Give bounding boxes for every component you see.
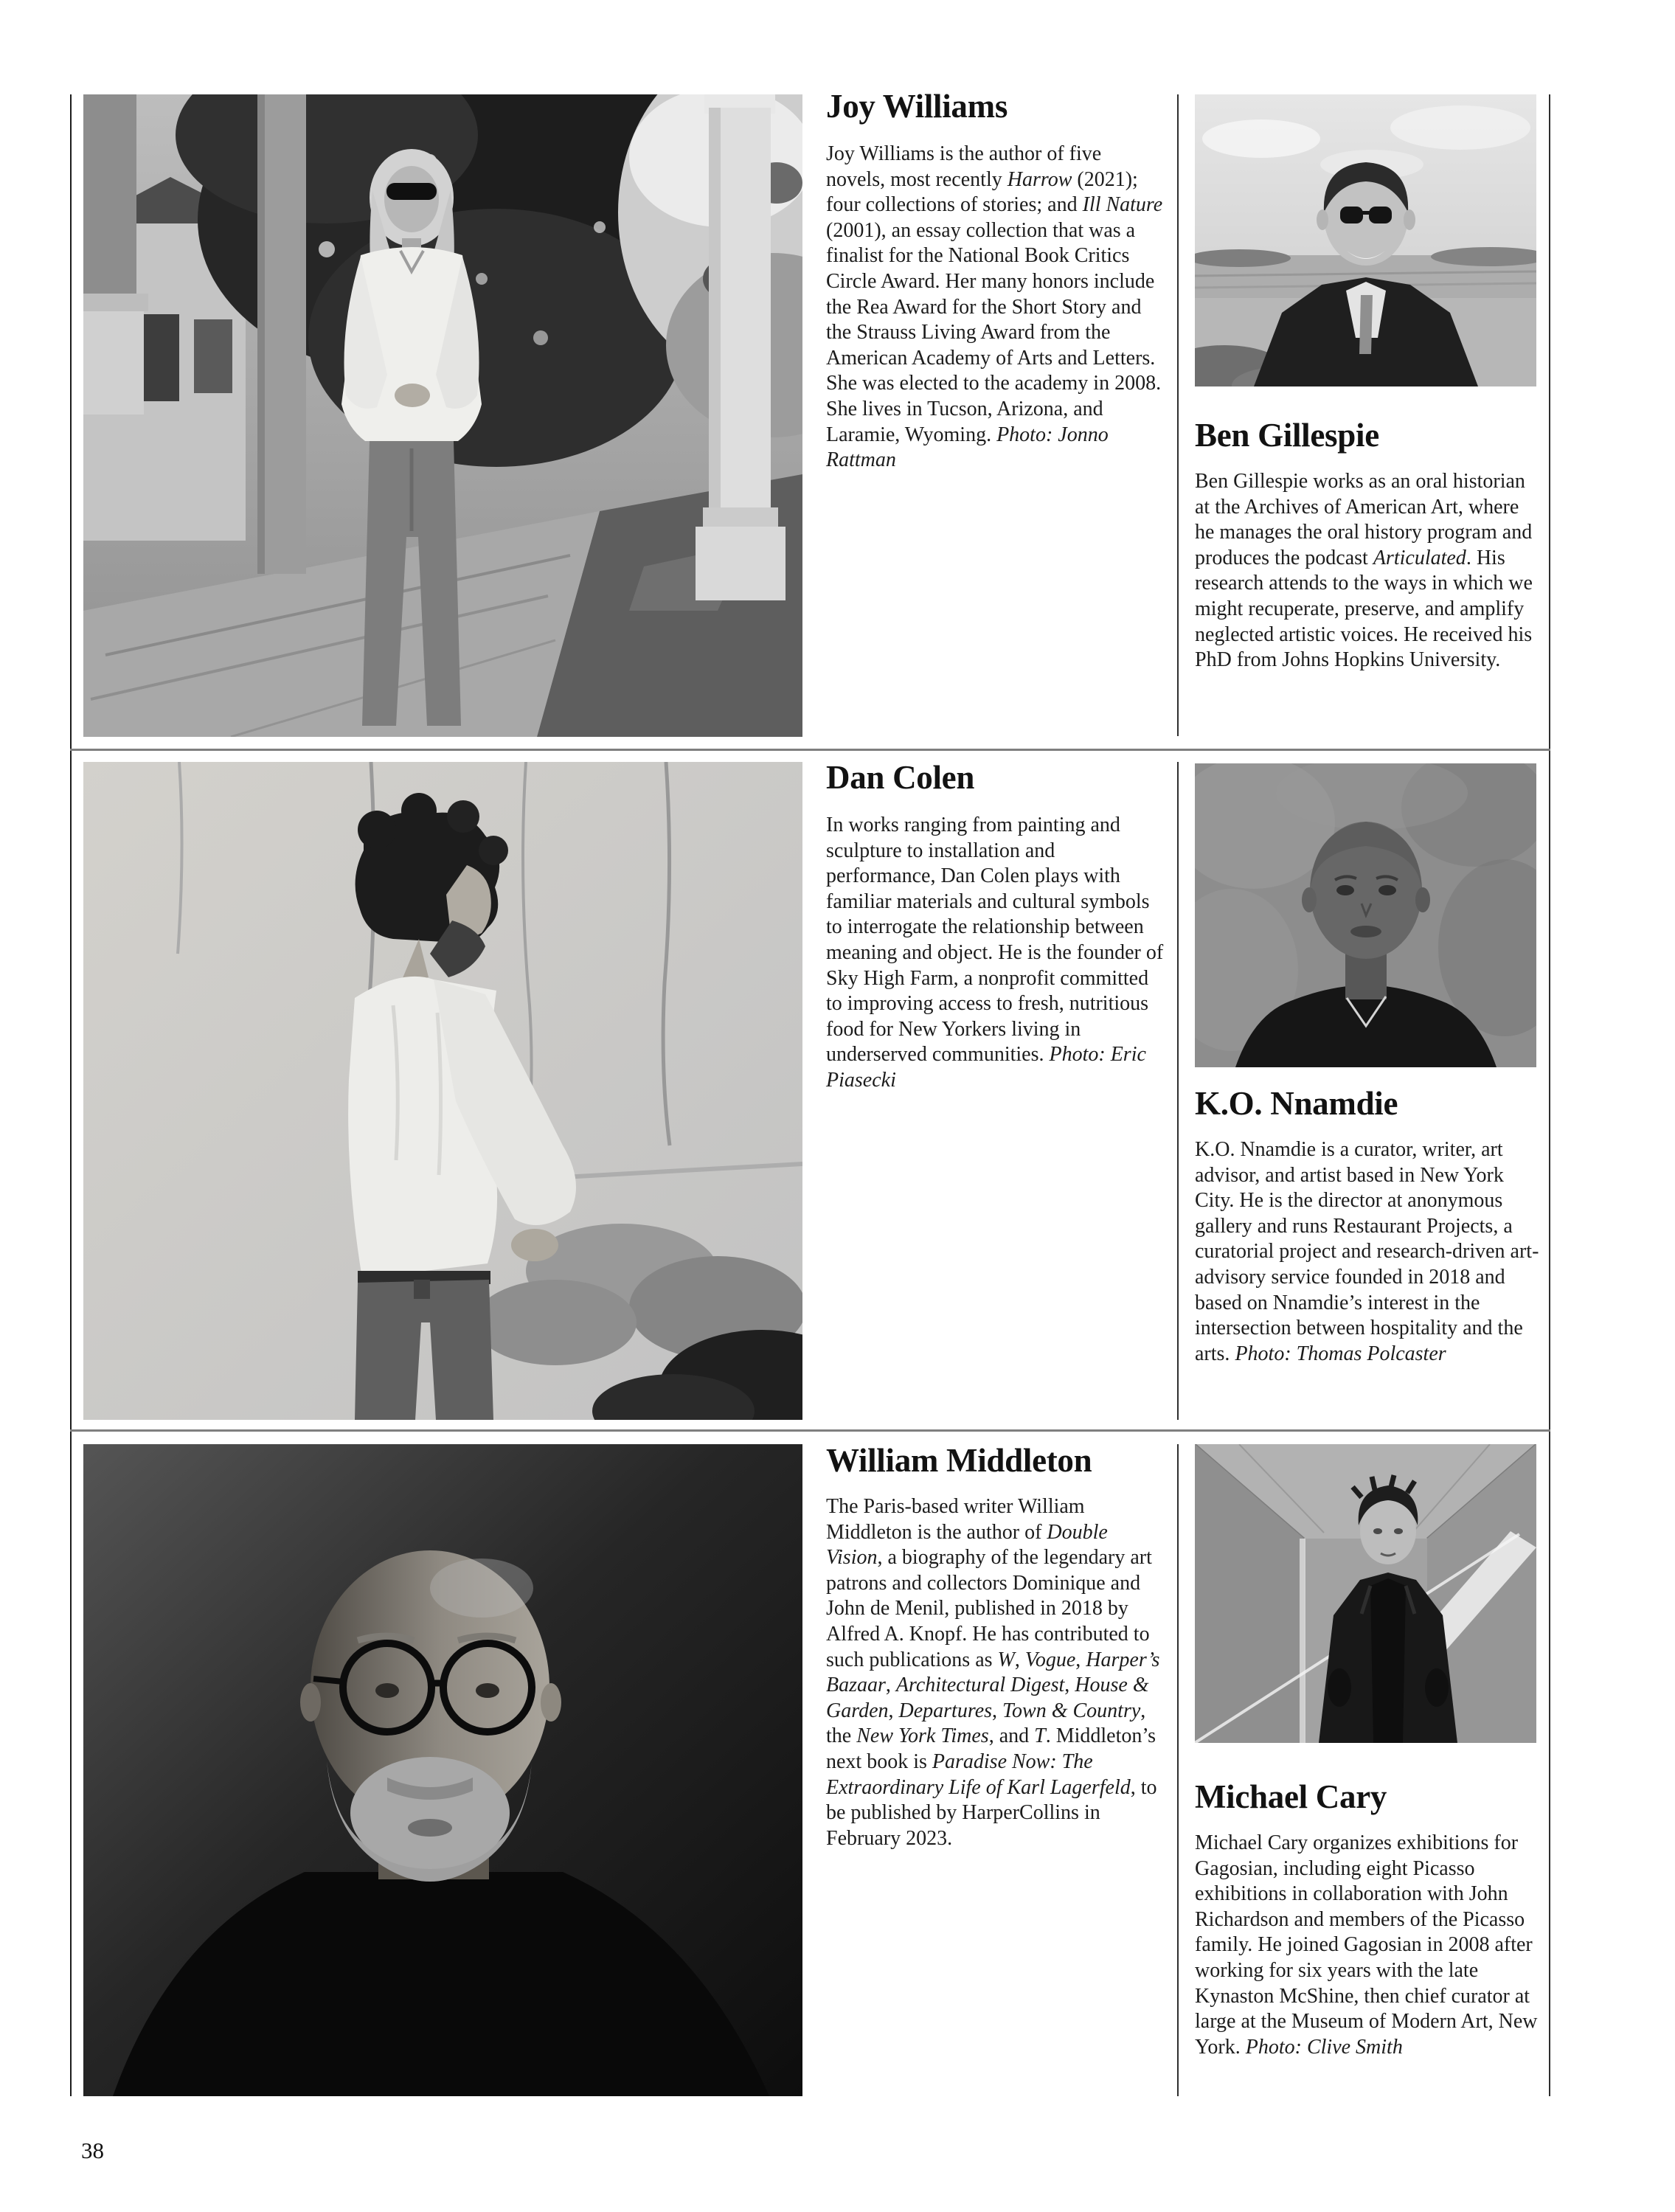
- contributor-bio-dan-colen: In works ranging from painting and sculpture to installation and performance, Dan Colen plays with familiar materials and cultural symbols to interrogate the relationship between meaning and object. He is the founder of Sky High Farm, a nonprofit committed to improving access to fresh, nutritious food for New Yorkers living in underserved communities. Photo: Eric Piasecki: [826, 814, 1164, 1092]
- contributor-bio-michael-cary: Michael Cary organizes exhibitions for Gagosian, including eight Picasso exhibitions in collaboration with John Richardson and members of the Picasso family. He joined Gagosian in 2008 after working for six years with the late Kynaston McShine, then chief curator at large at the Museum of Modern Art, New York. Photo: Clive Smith: [1195, 1831, 1538, 2059]
- contributor-bio-joy-williams: Joy Williams is the author of five novels, most recently Harrow (2021); four collections of stories; and Ill Nature (2001), an essay collection that was a finalist for the National Book Critics Circle Award. Her many honors include the Rea Award for the Short Story and the Strauss Living Award from the American Academy of Arts and Letters. She was elected to the academy in 2008. She lives in Tucson, Arizona, and Laramie, Wyoming. Photo: Jonno Rattman: [826, 142, 1163, 472]
- photo-william-middleton: [83, 1444, 802, 2096]
- contributor-bio-ko-nnamdie: K.O. Nnamdie is a curator, writer, art advisor, and artist based in New York City. He is the director at anonymous gallery and runs Restaurant Projects, a curatorial project and research-driven art-advisory service founded in 2018 and based on Nnamdie’s interest in the intersection between hospitality and the arts. Photo: Thomas Polcaster: [1195, 1138, 1539, 1365]
- photo-ko-nnamdie: [1195, 763, 1536, 1067]
- photo-michael-cary: [1195, 1444, 1536, 1743]
- joy-williams-photo-illustration: [83, 94, 802, 737]
- column-rule-row3: [1177, 1444, 1179, 2096]
- page-number: 38: [81, 2138, 104, 2163]
- ko-nnamdie-photo-illustration: [1195, 763, 1536, 1067]
- contributor-name-ko-nnamdie: K.O. Nnamdie: [1195, 1085, 1398, 1122]
- contributor-bio-ben-gillespie: Ben Gillespie works as an oral historian at the Archives of American Art, where he manages the oral history program and produces the podcast Articulated. His research attends to the ways in which we might recuperate, preserve, and amplify neglected artistic voices. He received his PhD from Johns Hopkins University.: [1195, 470, 1533, 672]
- photo-ben-gillespie: [1195, 94, 1536, 386]
- contributor-name-joy-williams: Joy Williams: [826, 88, 1008, 125]
- ben-gillespie-photo-illustration: [1195, 94, 1536, 386]
- contributor-bio-william-middleton: The Paris-based writer William Middleton is the author of Double Vision, a biography of the legendary art patrons and collectors Dominique and John de Menil, published in 2018 by Alfred A. Knopf. He has contributed to such publications as W, Vogue, Harper’s Bazaar, Architectural Digest, House & Garden, Departures, Town & Country, the New York Times, and T. Middleton’s next book is Paradise Now: The Extraordinary Life of Karl Lagerfeld, to be published by HarperCollins in February 2023.: [826, 1495, 1160, 1850]
- contributor-name-ben-gillespie: Ben Gillespie: [1195, 417, 1379, 454]
- william-middleton-photo-illustration: [83, 1444, 802, 2096]
- contributor-name-dan-colen: Dan Colen: [826, 759, 975, 796]
- row-divider-2: [70, 1429, 1550, 1432]
- left-margin-rule: [70, 94, 72, 2096]
- row-divider-1: [70, 749, 1550, 751]
- contributor-name-michael-cary: Michael Cary: [1195, 1778, 1387, 1815]
- right-margin-rule: [1549, 94, 1550, 2096]
- column-rule-row1: [1177, 94, 1179, 736]
- photo-joy-williams: [83, 94, 802, 737]
- column-rule-row2: [1177, 762, 1179, 1420]
- michael-cary-photo-illustration: [1195, 1444, 1536, 1743]
- dan-colen-photo-illustration: [83, 762, 802, 1420]
- contributor-name-william-middleton: William Middleton: [826, 1442, 1092, 1479]
- photo-dan-colen: [83, 762, 802, 1420]
